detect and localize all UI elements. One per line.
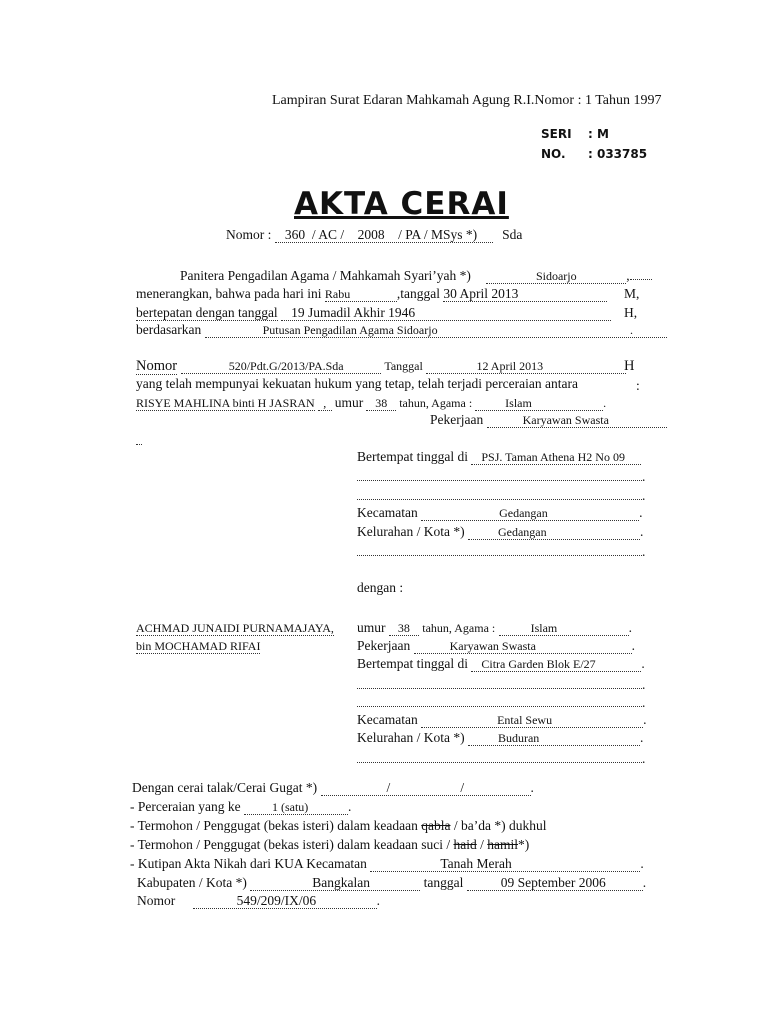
- cerai-label: Dengan cerai talak/Cerai Gugat *): [132, 780, 318, 795]
- seri-value: : M: [588, 127, 609, 141]
- party2-kelurahan-label: Kelurahan / Kota *): [357, 730, 465, 745]
- perceraian-value: 1 (satu): [244, 800, 348, 815]
- termohon-suci-line: - Termohon / Penggugat (bekas isteri) dalam keadaan suci / haid / hamil*): [130, 837, 530, 852]
- party2-kelurahan: Buduran: [468, 731, 640, 746]
- nomor-putusan-value: 520/Pdt.G/2013/PA.Sda: [181, 359, 381, 374]
- perceraian-line: - Perceraian yang ke 1 (satu) .: [130, 799, 352, 814]
- kekuatan-line: yang telah mempunyai kekuatan hukum yang tetap, telah terjadi perceraian antara: [136, 376, 578, 391]
- h-suffix-2: H: [624, 358, 635, 374]
- party1-tahun-agama: tahun, Agama :: [399, 396, 473, 410]
- cerai-line: Dengan cerai talak/Cerai Gugat *) / / .: [132, 780, 534, 795]
- party1-line: RISYE MAHLINA binti H JASRAN , umur 38 tahun, Agama : Islam .: [136, 395, 607, 410]
- party2-bertempat-label: Bertempat tinggal di: [357, 656, 468, 671]
- menerangkan-text: menerangkan, bahwa pada hari ini: [136, 286, 322, 301]
- nomor-number: 360: [284, 227, 306, 242]
- court-city: Sidoarjo: [486, 269, 626, 284]
- putusan-text: Putusan Pengadilan Agama Sidoarjo: [262, 323, 438, 337]
- party1-pekerjaan-line: [430, 412, 667, 428]
- haid-struck: haid: [453, 837, 477, 852]
- nomor-line: [226, 227, 522, 243]
- panitera-text: Panitera Pengadilan Agama / Mahkamah Syari’yah *): [180, 268, 471, 283]
- nomor-pa: / PA / MSys *): [398, 227, 478, 242]
- party1-umur: 38: [366, 396, 396, 411]
- kabupaten-value: Bangkalan: [250, 876, 420, 891]
- panitera-line: Panitera Pengadilan Agama / Mahkamah Syari’yah *) Sidoarjo ,: [180, 267, 652, 284]
- menerangkan-line: [136, 286, 640, 302]
- party2-alamat-line: Bertempat tinggal di Citra Garden Blok E/27 .: [357, 656, 645, 671]
- party2-alamat: Citra Garden Blok E/27: [471, 657, 641, 672]
- no-label: NO.: [541, 147, 566, 161]
- party2-kecamatan-label: Kecamatan: [357, 712, 418, 727]
- party2-agama: Islam: [499, 621, 629, 636]
- party1-kecamatan-label: Kecamatan: [357, 505, 418, 520]
- nomor-label: Nomor :: [226, 227, 272, 242]
- party2-pekerjaan-label: Pekerjaan: [357, 638, 411, 653]
- tanggal-value: 30 April 2013: [443, 287, 607, 302]
- party1-pekerjaan: Karyawan Swasta: [487, 413, 667, 428]
- party2-tahun-agama: tahun, Agama :: [422, 621, 496, 635]
- bertepatan-text: bertepatan dengan tanggal: [136, 305, 278, 320]
- lampiran-line: Lampiran Surat Edaran Mahkamah Agung R.I.Nomor : 1 Tahun 1997: [272, 93, 662, 108]
- party2-name: ACHMAD JUNAIDI PURNAMAJAYA,: [136, 621, 334, 635]
- kutipan-line: - Kutipan Akta Nikah dari KUA Kecamatan Tanah Merah .: [130, 856, 644, 871]
- party2-kecamatan-line: Kecamatan Ental Sewu .: [357, 712, 647, 727]
- kua-value: Tanah Merah: [370, 857, 640, 872]
- kabupaten-line: Kabupaten / Kota *) Bangkalan tanggal 09 September 2006 .: [137, 875, 647, 890]
- party1-alamat: PSJ. Taman Athena H2 No 09: [471, 450, 641, 465]
- nomor-putusan-label: Nomor: [136, 358, 178, 374]
- party2-line: [136, 620, 334, 636]
- kekuatan-colon: :: [636, 378, 640, 393]
- party1-kecamatan: Gedangan: [421, 506, 639, 521]
- tanggal-nikah-value: 09 September 2006: [467, 876, 643, 891]
- document-title: AKTA CERAI: [294, 186, 509, 222]
- hari-value: Rabu: [325, 287, 397, 302]
- party2-bin: bin MOCHAMAD RIFAI: [136, 639, 261, 653]
- party1-kelurahan-line: Kelurahan / Kota *) Gedangan .: [357, 524, 644, 539]
- nomor-nikah-line: Nomor 549/209/IX/06 .: [137, 893, 380, 908]
- party1-alamat-line: [357, 449, 641, 465]
- no-value: : 033785: [588, 147, 648, 161]
- nomor-year: 2008: [357, 227, 385, 242]
- party1-kelurahan-label: Kelurahan / Kota *): [357, 524, 465, 539]
- tanggal-label: ,tanggal: [396, 286, 441, 301]
- termohon-dukhul-line: - Termohon / Penggugat (bekas isteri) dalam keadaan qabla / ba’da *) dukhul: [130, 818, 547, 833]
- dengan-label: dengan :: [357, 580, 404, 595]
- party1-bertempat-label: Bertempat tinggal di: [357, 449, 468, 464]
- party2-pekerjaan-line: Pekerjaan Karyawan Swasta .: [357, 638, 635, 653]
- party1-pekerjaan-label: Pekerjaan: [430, 412, 484, 427]
- perceraian-label: - Perceraian yang ke: [130, 799, 241, 814]
- nomor-putusan-line: [136, 358, 635, 374]
- party1-name: RISYE MAHLINA binti H JASRAN: [136, 396, 315, 410]
- party2-umur-label: umur: [357, 620, 386, 635]
- qabla-struck: qabla: [421, 818, 451, 833]
- party2-kelurahan-line: Kelurahan / Kota *) Buduran .: [357, 730, 644, 745]
- nomor-sda: Sda: [502, 227, 523, 242]
- m-suffix: M,: [624, 286, 640, 301]
- party2-pekerjaan: Karyawan Swasta: [414, 639, 632, 654]
- h-suffix: H,: [624, 305, 638, 320]
- hamil-struck: hamil: [487, 837, 518, 852]
- party1-kecamatan-line: Kecamatan Gedangan .: [357, 505, 643, 520]
- nomor-ac: / AC /: [311, 227, 345, 242]
- party2-kecamatan: Ental Sewu: [421, 713, 643, 728]
- tanggal-putusan-label: Tanggal: [384, 359, 423, 373]
- hijri-date: 19 Jumadil Akhir 1946: [281, 306, 611, 321]
- bertepatan-line: [136, 305, 638, 321]
- seri-label: SERI: [541, 127, 572, 141]
- tanggal-putusan-value: 12 April 2013: [426, 359, 626, 374]
- berdasarkan-line: berdasarkan Putusan Pengadilan Agama Sidoarjo .: [136, 322, 667, 338]
- berdasarkan-text: berdasarkan: [136, 322, 202, 337]
- party2-umur: 38: [389, 621, 419, 636]
- nomor-nikah-value: 549/209/IX/06: [193, 894, 377, 909]
- party1-agama: Islam: [475, 396, 603, 411]
- party1-kelurahan: Gedangan: [468, 525, 640, 540]
- party1-umur-label: umur: [334, 395, 364, 410]
